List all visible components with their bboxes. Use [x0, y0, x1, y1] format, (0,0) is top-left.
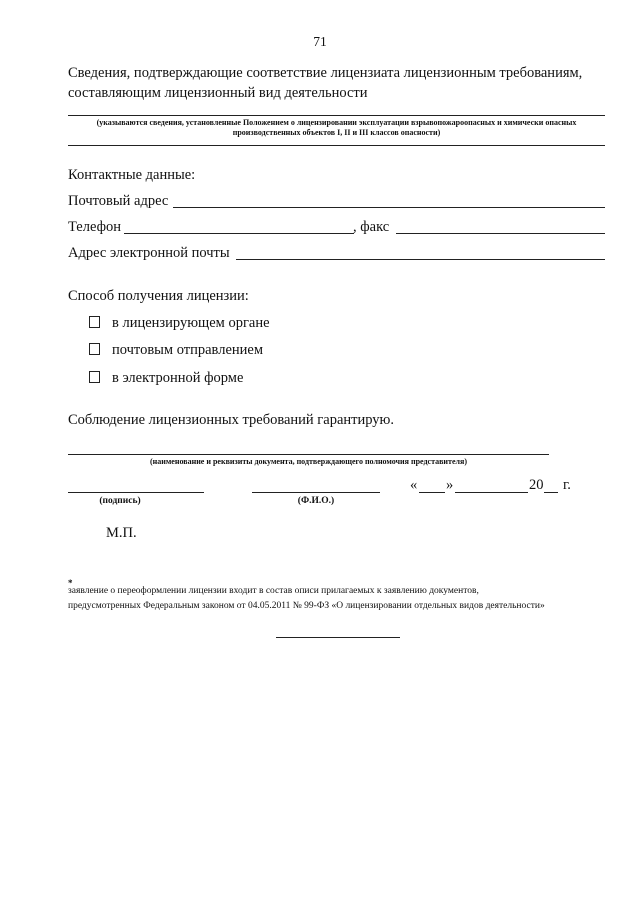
fax-label: , факс — [353, 219, 390, 235]
stamp-place: М.П. — [106, 525, 137, 541]
footnote-line-2: предусмотренных Федеральным законом от 04.05.2011 № 99-ФЗ «О лицензировании отдельных видов деятельности» — [68, 601, 545, 611]
year-prefix: 20 — [529, 477, 544, 493]
phone-field[interactable] — [124, 233, 354, 234]
heading-line-2: составляющим лицензионный вид деятельности — [68, 85, 368, 101]
receipt-title: Способ получения лицензии: — [68, 288, 249, 304]
footnote-mark: * — [68, 578, 73, 588]
guarantee-statement: Соблюдение лицензионных требований гарантирую. — [68, 412, 395, 428]
heading-line-1: Сведения, подтверждающие соответствие лицензиата лицензионным требованиям, — [68, 65, 583, 81]
email-field[interactable] — [236, 259, 605, 260]
signature-field[interactable] — [68, 492, 204, 493]
footnote-divider — [276, 637, 400, 638]
date-open-quote: « — [410, 477, 418, 493]
postal-address-label: Почтовый адрес — [68, 193, 169, 209]
phone-label: Телефон — [68, 219, 121, 235]
full-name-field[interactable] — [252, 492, 380, 493]
date-day-field[interactable] — [419, 492, 445, 493]
heading-second-fill-line[interactable] — [68, 145, 605, 146]
year-field[interactable] — [544, 492, 558, 493]
heading-fill-line[interactable] — [68, 115, 605, 116]
receipt-option-office[interactable] — [89, 315, 270, 332]
representative-document-field[interactable] — [68, 454, 549, 455]
heading-note-line-2: производственных объектов I, II и III классов опасности) — [232, 128, 441, 137]
checkbox-icon[interactable] — [89, 343, 100, 355]
signature-caption: (подпись) — [99, 496, 141, 506]
footnote-line-1: заявление о переоформлении лицензии входит в состав описи прилагаемых к заявлению документов, — [68, 586, 479, 596]
representative-document-note: (наименование и реквизиты документа, подтверждающего полномочия представителя) — [149, 457, 468, 466]
checkbox-icon[interactable] — [89, 371, 100, 383]
date-close-quote: » — [446, 477, 454, 493]
receipt-option-post[interactable] — [89, 342, 263, 359]
contacts-title: Контактные данные: — [68, 167, 196, 183]
date-month-field[interactable] — [455, 492, 528, 493]
checkbox-icon[interactable] — [89, 316, 100, 328]
email-label: Адрес электронной почты — [68, 245, 230, 261]
full-name-caption: (Ф.И.О.) — [297, 496, 335, 506]
receipt-option-label: в электронной форме — [112, 370, 244, 386]
receipt-option-label: почтовым отправлением — [112, 342, 264, 358]
receipt-option-label: в лицензирующем органе — [112, 315, 270, 331]
year-suffix: г. — [563, 477, 571, 493]
postal-address-field[interactable] — [173, 207, 605, 208]
fax-field[interactable] — [396, 233, 605, 234]
heading-note-line-1: (указываются сведения, установленные Положением о лицензировании эксплуатации взрывопожароопасных и химически опасных — [96, 118, 577, 127]
receipt-option-electronic[interactable] — [89, 370, 243, 387]
page-number: 71 — [313, 34, 327, 49]
